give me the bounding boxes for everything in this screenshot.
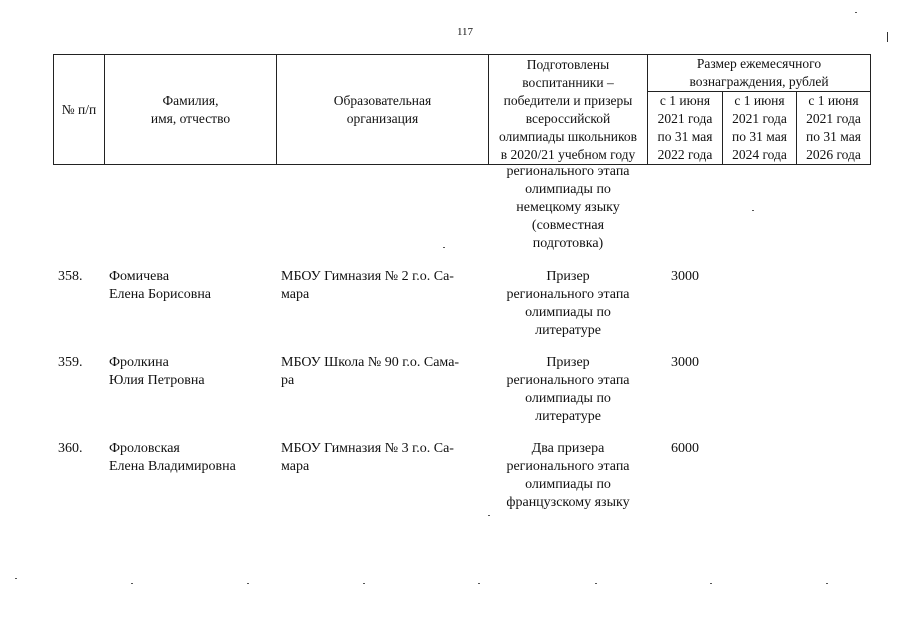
page-number: 117 <box>456 26 474 38</box>
scan-speck <box>488 515 490 516</box>
scan-edge-mark <box>887 32 888 42</box>
scan-speck <box>855 12 857 13</box>
row-organization: МБОУ Школа № 90 г.о. Сама- ра <box>281 355 460 388</box>
header-num: № п/п <box>54 55 105 165</box>
scan-speck <box>752 210 754 211</box>
scan-speck <box>247 583 249 584</box>
header-org: Образовательная организация <box>277 55 489 165</box>
scan-speck <box>595 583 597 584</box>
header-fio: Фамилия, имя, отчество <box>105 55 277 165</box>
row-organization: МБОУ Гимназия № 3 г.о. Са- мара <box>281 441 454 474</box>
row-amount: 3000 <box>671 355 699 370</box>
row-amount: 3000 <box>671 269 699 284</box>
row-fio: Фроловская Елена Владимировна <box>109 441 236 474</box>
scan-speck <box>131 583 133 584</box>
scan-speck <box>478 583 480 584</box>
header-period-2026: с 1 июня 2021 года по 31 мая 2026 года <box>797 92 871 165</box>
header-period-2022: с 1 июня 2021 года по 31 мая 2022 года <box>648 92 723 165</box>
row-fio: Фомичева Елена Борисовна <box>109 269 212 302</box>
row-achievement: Два призера регионального этапа олимпиады по французскому языку <box>506 441 630 510</box>
scan-speck <box>826 583 828 584</box>
row-organization: МБОУ Гимназия № 2 г.о. Са- мара <box>281 269 454 302</box>
header-period-2024: с 1 июня 2021 года по 31 мая 2024 года <box>723 92 797 165</box>
row-fio: Фролкина Юлия Петровна <box>109 355 205 388</box>
row-achievement: Призер регионального этапа олимпиады по литературе <box>506 269 630 338</box>
row-amount: 6000 <box>671 441 699 456</box>
row-number: 360. <box>58 441 83 456</box>
scan-speck <box>710 583 712 584</box>
row-number: 359. <box>58 355 83 370</box>
row-achievement: Призер регионального этапа олимпиады по литературе <box>506 355 630 424</box>
scan-speck <box>363 583 365 584</box>
header-reward: Размер ежемесячного вознаграждения, рублей <box>648 55 871 92</box>
row-number: 358. <box>58 269 83 284</box>
continuation-achievement: регионального этапа олимпиады по немецкому языку (совместная подготовка) <box>506 164 630 251</box>
scan-speck <box>15 578 17 579</box>
scan-speck <box>443 247 445 248</box>
header-achievement: Подготовлены воспитанники – победители и призеры всероссийской олимпиады школьников в 2020/21 учебном году <box>489 55 648 165</box>
